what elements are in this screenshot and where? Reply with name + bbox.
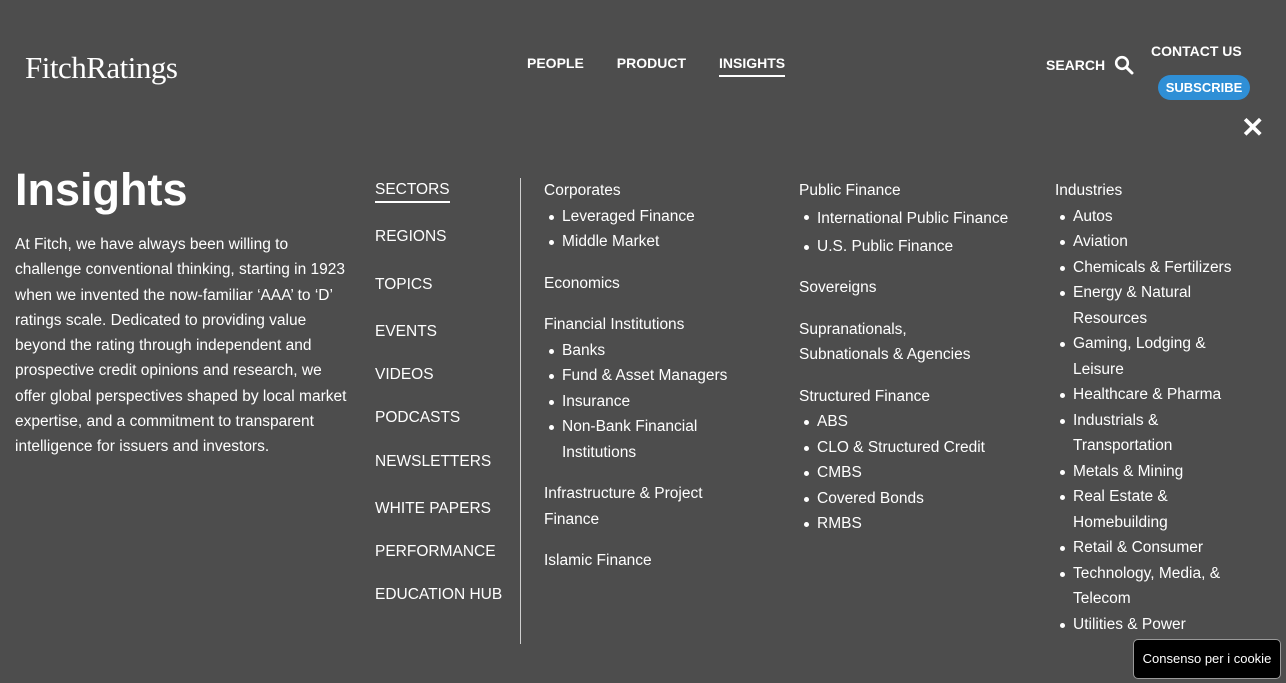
- group-islamic-finance: [544, 548, 739, 574]
- insights-description: At Fitch, we have always been willing to challenge conventional thinking, starting in 1923 when we invented the now-familiar ‘AAA’ to ‘D’ ratings scale. Dedicated to providing value beyond the rating through independent and prospective credit opinions and research, we offer global perspectives shaped by local market expertise, and a commitment to transparent intelligence for issuers and investors.: [15, 236, 347, 456]
- link-clo-structured-credit[interactable]: CLO & Structured Credit: [799, 435, 1009, 461]
- link-middle-market[interactable]: Middle Market: [544, 229, 739, 255]
- link-structured-finance[interactable]: Structured Finance: [799, 387, 930, 405]
- group-corporates: [544, 178, 739, 255]
- link-insurance[interactable]: Insurance: [544, 389, 739, 415]
- link-technology-media-telecom[interactable]: Technology, Media, & Telecom: [1055, 561, 1255, 612]
- link-islamic-finance[interactable]: Islamic Finance: [544, 552, 652, 569]
- link-cmbs[interactable]: CMBS: [799, 460, 1009, 486]
- group-industries: [1055, 178, 1255, 637]
- link-utilities-power[interactable]: Utilities & Power: [1055, 612, 1255, 638]
- fitch-ratings-logo[interactable]: FitchRatings: [25, 50, 178, 85]
- link-infrastructure-project-finance[interactable]: Infrastructure & Project Finance: [544, 485, 703, 528]
- link-financial-institutions[interactable]: Financial Institutions: [544, 316, 685, 333]
- link-covered-bonds[interactable]: Covered Bonds: [799, 486, 1009, 512]
- menu-regions[interactable]: REGIONS: [375, 228, 447, 245]
- page-title: Insights: [15, 164, 188, 215]
- link-supranationals[interactable]: Supranationals, Subnationals & Agencies: [799, 320, 971, 363]
- nav-insights[interactable]: INSIGHTS: [719, 55, 785, 77]
- group-public-finance: [799, 178, 1009, 259]
- group-supranationals: [799, 317, 979, 368]
- menu-sectors[interactable]: SECTORS: [375, 181, 450, 203]
- sectors-column-1: [544, 178, 739, 574]
- link-retail-consumer[interactable]: Retail & Consumer: [1055, 535, 1255, 561]
- menu-performance[interactable]: PERFORMANCE: [375, 543, 496, 560]
- menu-education-hub[interactable]: EDUCATION HUB: [375, 586, 503, 603]
- link-sovereigns[interactable]: Sovereigns: [799, 279, 877, 296]
- link-us-public-finance[interactable]: U.S. Public Finance: [799, 234, 1009, 260]
- group-financial-institutions: [544, 312, 739, 465]
- nav-product[interactable]: PRODUCT: [616, 55, 687, 71]
- contact-us-link[interactable]: CONTACT US: [1151, 43, 1242, 59]
- link-fund-asset-managers[interactable]: Fund & Asset Managers: [544, 363, 739, 389]
- group-sovereigns: [799, 275, 1009, 301]
- main-nav: [527, 55, 785, 77]
- link-gaming-lodging-leisure[interactable]: Gaming, Lodging & Leisure: [1055, 331, 1255, 382]
- menu-events[interactable]: EVENTS: [375, 323, 438, 340]
- menu-topics[interactable]: TOPICS: [375, 276, 433, 293]
- search-icon[interactable]: [1114, 55, 1134, 80]
- link-international-public-finance[interactable]: International Public Finance: [799, 204, 1009, 234]
- link-public-finance[interactable]: Public Finance: [799, 182, 901, 199]
- link-aviation[interactable]: Aviation: [1055, 229, 1255, 255]
- link-industries[interactable]: Industries: [1055, 182, 1123, 199]
- link-non-bank-financial-institutions[interactable]: Non-Bank Financial Institutions: [544, 414, 739, 465]
- menu-divider: [520, 178, 521, 644]
- link-chemicals-fertilizers[interactable]: Chemicals & Fertilizers: [1055, 255, 1255, 281]
- cookie-consent-button[interactable]: Consenso per i cookie: [1133, 639, 1281, 679]
- link-rmbs[interactable]: RMBS: [799, 511, 1009, 537]
- sectors-column-2: [799, 178, 1009, 537]
- menu-videos[interactable]: VIDEOS: [375, 366, 434, 383]
- link-industrials-transportation[interactable]: Industrials & Transportation: [1055, 408, 1255, 459]
- link-autos[interactable]: Autos: [1055, 204, 1255, 230]
- group-infrastructure: [544, 481, 739, 532]
- subscribe-button[interactable]: SUBSCRIBE: [1158, 75, 1250, 100]
- close-icon[interactable]: ✕: [1241, 112, 1265, 143]
- link-banks[interactable]: Banks: [544, 338, 739, 364]
- link-metals-mining[interactable]: Metals & Mining: [1055, 459, 1255, 485]
- search-button[interactable]: SEARCH: [1046, 57, 1106, 73]
- menu-newsletters[interactable]: NEWSLETTERS: [375, 453, 492, 470]
- sectors-column-3: [1055, 178, 1255, 637]
- group-structured-finance: [799, 384, 1009, 537]
- link-economics[interactable]: Economics: [544, 274, 620, 292]
- link-healthcare-pharma[interactable]: Healthcare & Pharma: [1055, 382, 1255, 408]
- nav-people[interactable]: PEOPLE: [527, 55, 584, 71]
- menu-podcasts[interactable]: PODCASTS: [375, 409, 461, 426]
- link-corporates[interactable]: Corporates: [544, 182, 621, 199]
- link-energy-natural-resources[interactable]: Energy & Natural Resources: [1055, 280, 1255, 331]
- link-leveraged-finance[interactable]: Leveraged Finance: [544, 204, 739, 230]
- link-abs[interactable]: ABS: [799, 409, 1009, 435]
- group-economics: [544, 271, 739, 297]
- link-real-estate-homebuilding[interactable]: Real Estate & Homebuilding: [1055, 484, 1255, 535]
- menu-white-papers[interactable]: WHITE PAPERS: [375, 500, 491, 517]
